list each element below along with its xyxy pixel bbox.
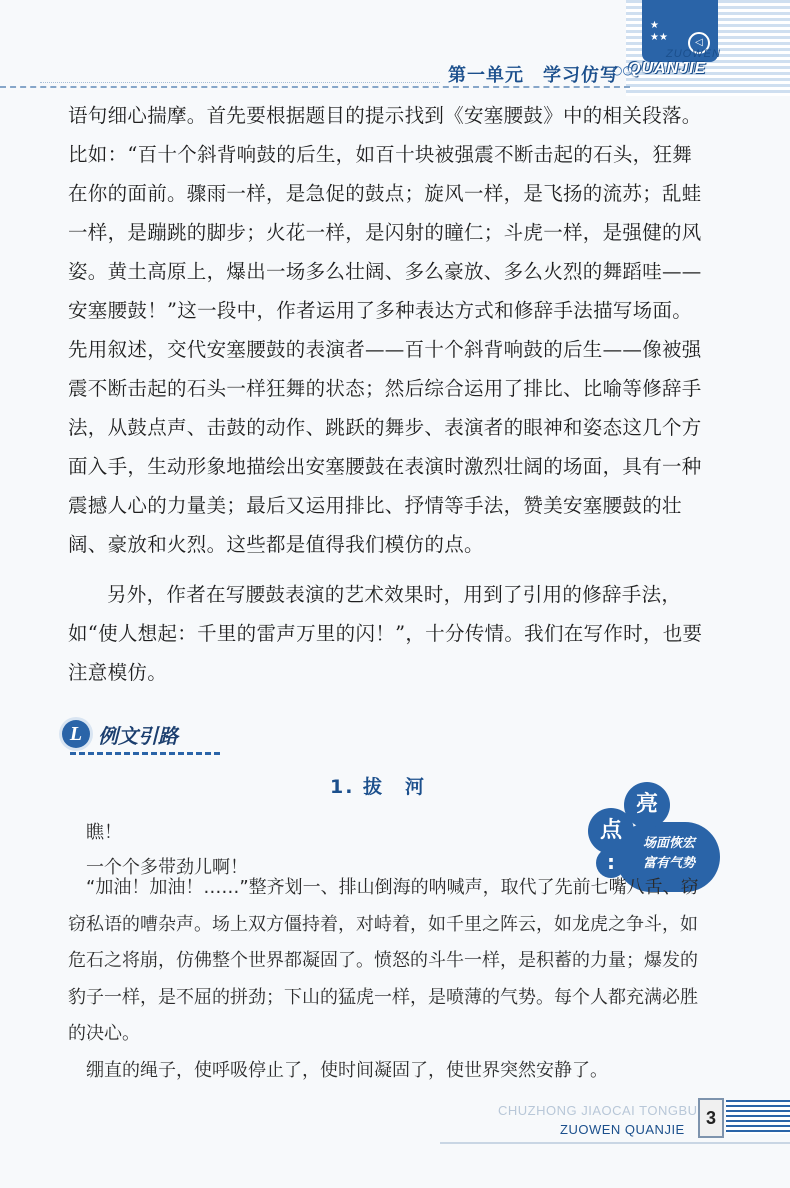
unit-title: 第一单元 学习仿写 (448, 65, 619, 86)
highlight-char-liang: 亮 (624, 782, 670, 828)
page-number: 3 (698, 1098, 724, 1138)
analysis-paragraph-2: 另外，作者在写腰鼓表演的艺术效果时，用到了引用的修辞手法，如“使人想起：千里的雷声万里的闪！”，十分传情。我们在写作时，也要注意模仿。 (68, 583, 703, 684)
star-icon: ★ ★★ (650, 20, 668, 43)
essay-line: 一个个多带劲儿啊！ (86, 857, 248, 878)
analysis-paragraph: 语句细心揣摩。首先要根据题目的提示找到《安塞腰鼓》中的相关段落。比如：“百十个斜背响鼓的后生，如百十块被强震不断击起的石头，狂舞在你的面前。骤雨一样，是急促的鼓点；旋风一样，是飞扬的流苏；乱蛙一样，是蹦跳的脚步；火花一样，是闪射的瞳仁；斗虎一样，是强健的风姿。黄土高原上，爆出一场多么壮阔、多么豪放、多么火烈的舞蹈哇——安塞腰鼓！”这一段中，作者运用了多种表达方式和修辞手法描写场面。先用叙述，交代安塞腰鼓的表演者——百十个斜背响鼓的后生——像被强震不断击起的石头一样狂舞的状态；然后综合运用了排比、比喻等修辞手法，从鼓点声、击鼓的动作、跳跃的舞步、表演者的眼神和姿态这几个方面入手，生动形象地描绘出安塞腰鼓在表演时激烈壮阔的场面，具有一种震撼人心的力量美；最后又运用排比、抒情等手法，赞美安塞腰鼓的壮阔、豪放和火烈。这些都是值得我们模仿的点。 (68, 104, 702, 556)
header-rule (40, 82, 440, 83)
highlight-comment: 场面恢宏 富有气势 (642, 836, 695, 871)
section-underline (70, 752, 220, 755)
brand-zuowen: ZUOWEN (666, 48, 721, 60)
highlight-char-dian: 点 (588, 808, 634, 854)
header-dots-icon: ○○ (612, 63, 633, 77)
footer-rule (440, 1142, 790, 1144)
section-title: 例文引路 (98, 724, 178, 748)
arrow-icon: ◁ (688, 32, 710, 54)
essay-line: 瞧！ (86, 822, 122, 843)
essay-title: 1. 拔 河 (330, 776, 427, 798)
series-name-pinyin: CHUZHONG JIAOCAI TONGBU (498, 1103, 698, 1118)
essay-paragraph: 绷直的绳子，使呼吸停止了，使时间凝固了，使世界突然安静了。 (86, 1059, 608, 1081)
section-letter-icon: L (62, 720, 90, 748)
essay-paragraph: “加油！加油！……”整齐划一、排山倒海的呐喊声，取代了先前七嘴八舌、窃窃私语的嘈杂声。场上双方僵持着，对峙着，如千里之阵云，如龙虎之争斗，如危石之将崩，仿佛整个世界都凝固了。愤怒的斗牛一样，是积蓄的力量；爆发的豹子一样，是不屈的拼劲；下山的猛虎一样，是喷薄的气势。每个人都充满必胜的决心。 (68, 877, 699, 1044)
brand-quanjie: QUANJIE (628, 60, 707, 77)
footer-stripes (726, 1100, 790, 1134)
essay-body (68, 870, 708, 1089)
highlight-colon: : (596, 848, 626, 878)
series-subtitle-pinyin: ZUOWEN QUANJIE (560, 1122, 685, 1137)
